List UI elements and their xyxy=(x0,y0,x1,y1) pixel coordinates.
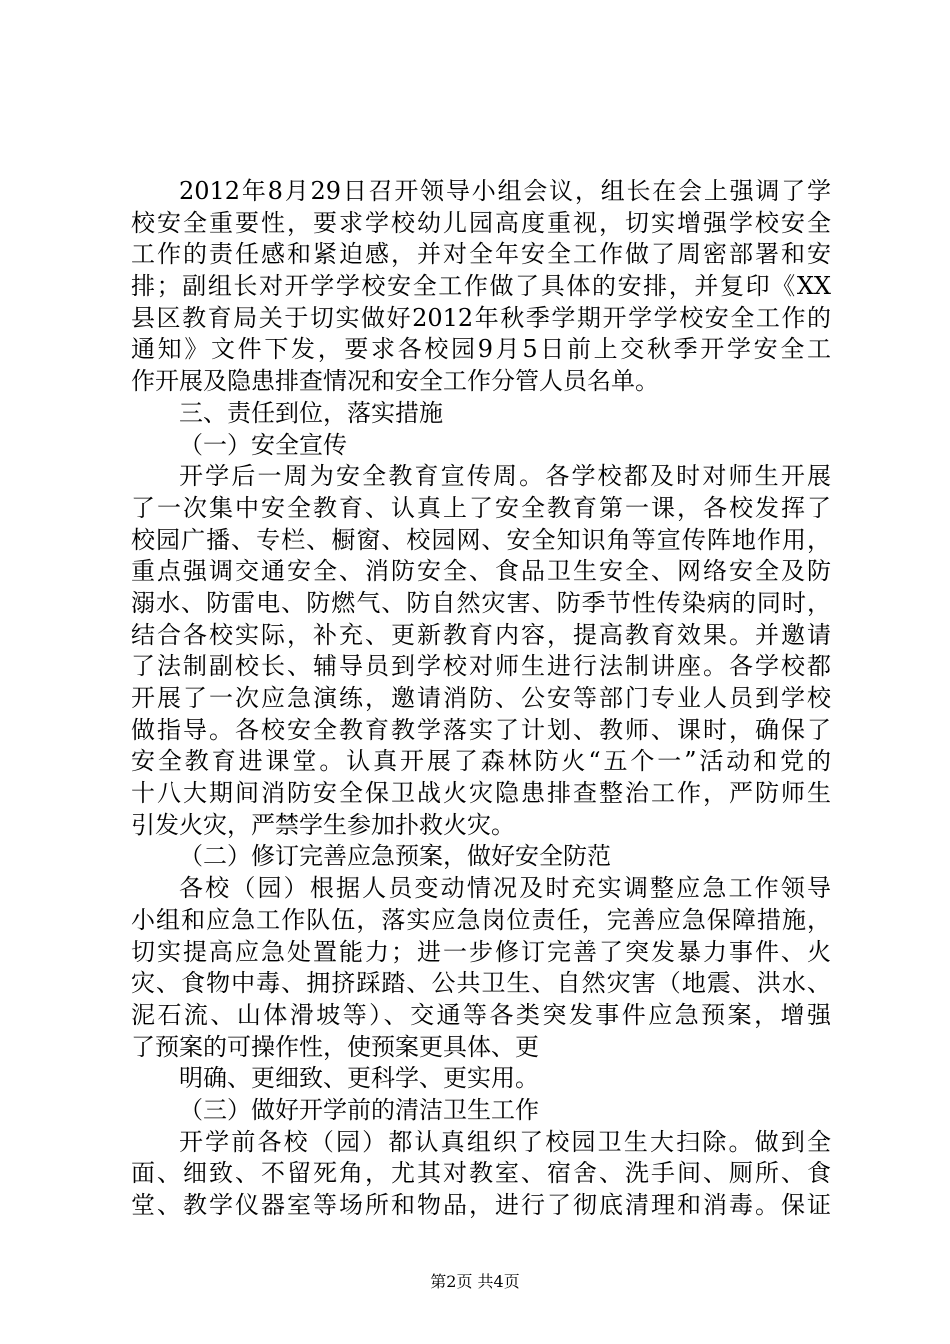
paragraph-line: 灾、食物中毒、拥挤踩踏、公共卫生、自然灾害（地震、洪水、 xyxy=(131,969,831,998)
paragraph-line: 做指导。各校安全教育教学落实了计划、教师、课时，确保了 xyxy=(131,715,831,744)
paragraph-line: 开学前各校（园）都认真组织了校园卫生大扫除。做到全 xyxy=(179,1127,831,1156)
paragraph-line: 结合各校实际，补充、更新教育内容，提高教育效果。并邀请 xyxy=(131,620,831,649)
paragraph-line: 泥石流、山体滑坡等）、交通等各类突发事件应急预案，增强 xyxy=(131,1000,831,1029)
paragraph-line: 溺水、防雷电、防燃气、防自然灾害、防季节性传染病的同时， xyxy=(131,588,831,617)
paragraph-line: 了法制副校长、辅导员到学校对师生进行法制讲座。各学校都 xyxy=(131,652,831,681)
paragraph-line: 县区教育局关于切实做好2012年秋季学期开学学校安全工作的 xyxy=(131,303,831,332)
paragraph-line: 各校（园）根据人员变动情况及时充实调整应急工作领导 xyxy=(179,874,831,903)
paragraph-line: 工作的责任感和紧迫感，并对全年安全工作做了周密部署和安 xyxy=(131,240,831,269)
paragraph-line: 引发火灾，严禁学生参加扑救火灾。 xyxy=(131,810,515,839)
paragraph-line: 十八大期间消防安全保卫战火灾隐患排查整治工作，严防师生 xyxy=(131,779,831,808)
document-body xyxy=(131,176,831,1222)
paragraph-line: 堂、教学仪器室等场所和物品，进行了彻底清理和消毒。保证 xyxy=(131,1191,831,1219)
paragraph-line: 作开展及隐患排查情况和安全工作分管人员名单。 xyxy=(131,367,659,396)
subsection-heading: （三）做好开学前的清洁卫生工作 xyxy=(179,1095,539,1124)
paragraph-line: 排；副组长对开学学校安全工作做了具体的安排，并复印《XX xyxy=(131,272,831,301)
paragraph-line: 了一次集中安全教育、认真上了安全教育第一课，各校发挥了 xyxy=(131,493,831,522)
paragraph-line: 安全教育进课堂。认真开展了森林防火“五个一”活动和党的 xyxy=(131,747,831,776)
paragraph-line: 2012年8月29日召开领导小组会议，组长在会上强调了学 xyxy=(179,177,831,205)
subsection-heading: （一）安全宣传 xyxy=(179,430,347,459)
paragraph-line: 校安全重要性，要求学校幼儿园高度重视，切实增强学校安全 xyxy=(131,208,831,237)
section-heading: 三、责任到位，落实措施 xyxy=(179,398,443,427)
paragraph-line: 切实提高应急处置能力；进一步修订完善了突发暴力事件、火 xyxy=(131,937,831,966)
page-footer: 第2页 共4页 xyxy=(430,1272,520,1291)
paragraph-line: 校园广播、专栏、橱窗、校园网、安全知识角等宣传阵地作用， xyxy=(131,525,831,554)
paragraph-line: 明确、更细致、更科学、更实用。 xyxy=(179,1064,539,1093)
paragraph-line: 了预案的可操作性，使预案更具体、更 xyxy=(131,1032,539,1061)
paragraph-line: 通知》文件下发，要求各校园9月5日前上交秋季开学安全工 xyxy=(131,335,831,364)
paragraph-line: 重点强调交通安全、消防安全、食品卫生安全、网络安全及防 xyxy=(131,557,831,586)
paragraph-line: 开学后一周为安全教育宣传周。各学校都及时对师生开展 xyxy=(179,462,831,491)
paragraph-line: 开展了一次应急演练，邀请消防、公安等部门专业人员到学校 xyxy=(131,684,831,712)
paragraph-line: 小组和应急工作队伍，落实应急岗位责任，完善应急保障措施， xyxy=(131,905,831,934)
subsection-heading: （二）修订完善应急预案，做好安全防范 xyxy=(179,842,611,871)
paragraph-line: 面、细致、不留死角，尤其对教室、宿舍、洗手间、厕所、食 xyxy=(131,1159,831,1188)
